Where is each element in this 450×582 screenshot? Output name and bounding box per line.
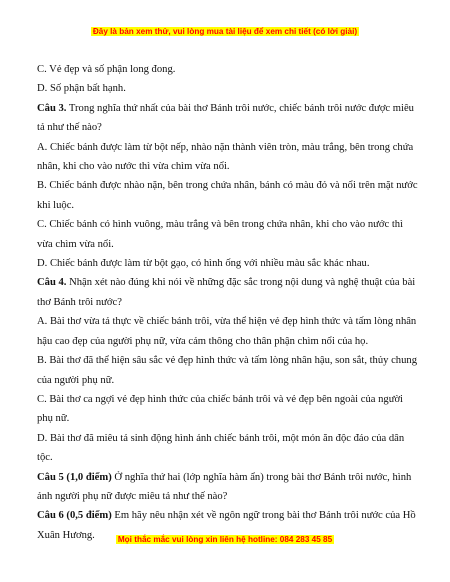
- question-4-label: Câu 4.: [37, 277, 67, 289]
- hotline-text: Mọi thắc mắc vui lòng xin liên hệ hotline: 084 283 45 85: [117, 535, 333, 544]
- question-3-option-a: A. Chiếc bánh được làm từ bột nếp, nhào nặn thành viên tròn, màu trắng, bên trong chứa nhân, khi cho vào nước thì vừa chìm vừa nổi.: [37, 141, 414, 173]
- preview-notice-text: Đây là bản xem thử, vui lòng mua tài liệu để xem chi tiết (có lời giải): [92, 27, 358, 36]
- question-4-text: Nhận xét nào đúng khi nói về những đặc sắc trong nội dung và nghệ thuật của bài thơ Bánh trôi nước?: [37, 277, 416, 308]
- question-3-option-d: D. Chiếc bánh được làm từ bột gạo, có hình ống với nhiều màu sắc khác nhau.: [37, 258, 370, 270]
- hotline-banner: [0, 535, 450, 544]
- question-3-text: Trong nghĩa thứ nhất của bài thơ Bánh trôi nước, chiếc bánh trôi nước được miêu tả như thế nào?: [37, 102, 414, 134]
- question-6-label: Câu 6 (0,5 điểm): [37, 510, 112, 522]
- preview-notice-banner: [0, 27, 450, 36]
- question-5-text: Ở nghĩa thứ hai (lớp nghĩa hàm ẩn) trong bài thơ Bánh trôi nước, hình ảnh người phụ nữ được miêu tả như thế nào?: [37, 471, 412, 502]
- question-3-label: Câu 3.: [37, 102, 67, 114]
- question-3: [37, 99, 419, 138]
- question-4: [37, 273, 419, 312]
- question-4-option-b: B. Bài thơ đã thể hiện sâu sắc vẻ đẹp hình thức và tấm lòng nhân hậu, son sắt, thủy chung của người phụ nữ.: [37, 355, 417, 386]
- question-4-option-c: C. Bài thơ ca ngợi vẻ đẹp hình thức của chiếc bánh trôi và vẻ đẹp bên ngoài của người phụ nữ.: [37, 393, 404, 425]
- question-4-option-a: A. Bài thơ vừa tả thực về chiếc bánh trôi, vừa thể hiện vẻ đẹp hình thức và tấm lòng nhân hậu cao đẹp của người phụ nữ, vừa cảm thông cho thân phận chìm nổi của họ.: [37, 316, 417, 347]
- question-5: [37, 468, 419, 507]
- question-3-option-c: C. Chiếc bánh có hình vuông, màu trắng và bên trong chứa nhân, khi cho vào nước thì vừa chìm vừa nổi.: [37, 219, 404, 250]
- question-6-text: Em hãy nêu nhận xét về ngôn ngữ trong bài thơ Bánh trôi nước của Hồ Xuân Hương.: [37, 510, 416, 541]
- document-body: [37, 60, 419, 545]
- question-5-label: Câu 5 (1,0 điểm): [37, 471, 112, 483]
- question-4-option-d: D. Bài thơ đã miêu tả sinh động hình ảnh chiếc bánh trôi, một món ăn độc đáo của dân tộc.: [37, 432, 405, 464]
- option-c-previous: C. Vẻ đẹp và số phận long đong.: [37, 64, 176, 75]
- option-d-previous: D. Số phận bất hạnh.: [37, 83, 126, 95]
- question-3-option-b: B. Chiếc bánh được nhào nặn, bên trong chứa nhân, bánh có màu đỏ và nổi trên mặt nước khi luộc.: [37, 180, 418, 211]
